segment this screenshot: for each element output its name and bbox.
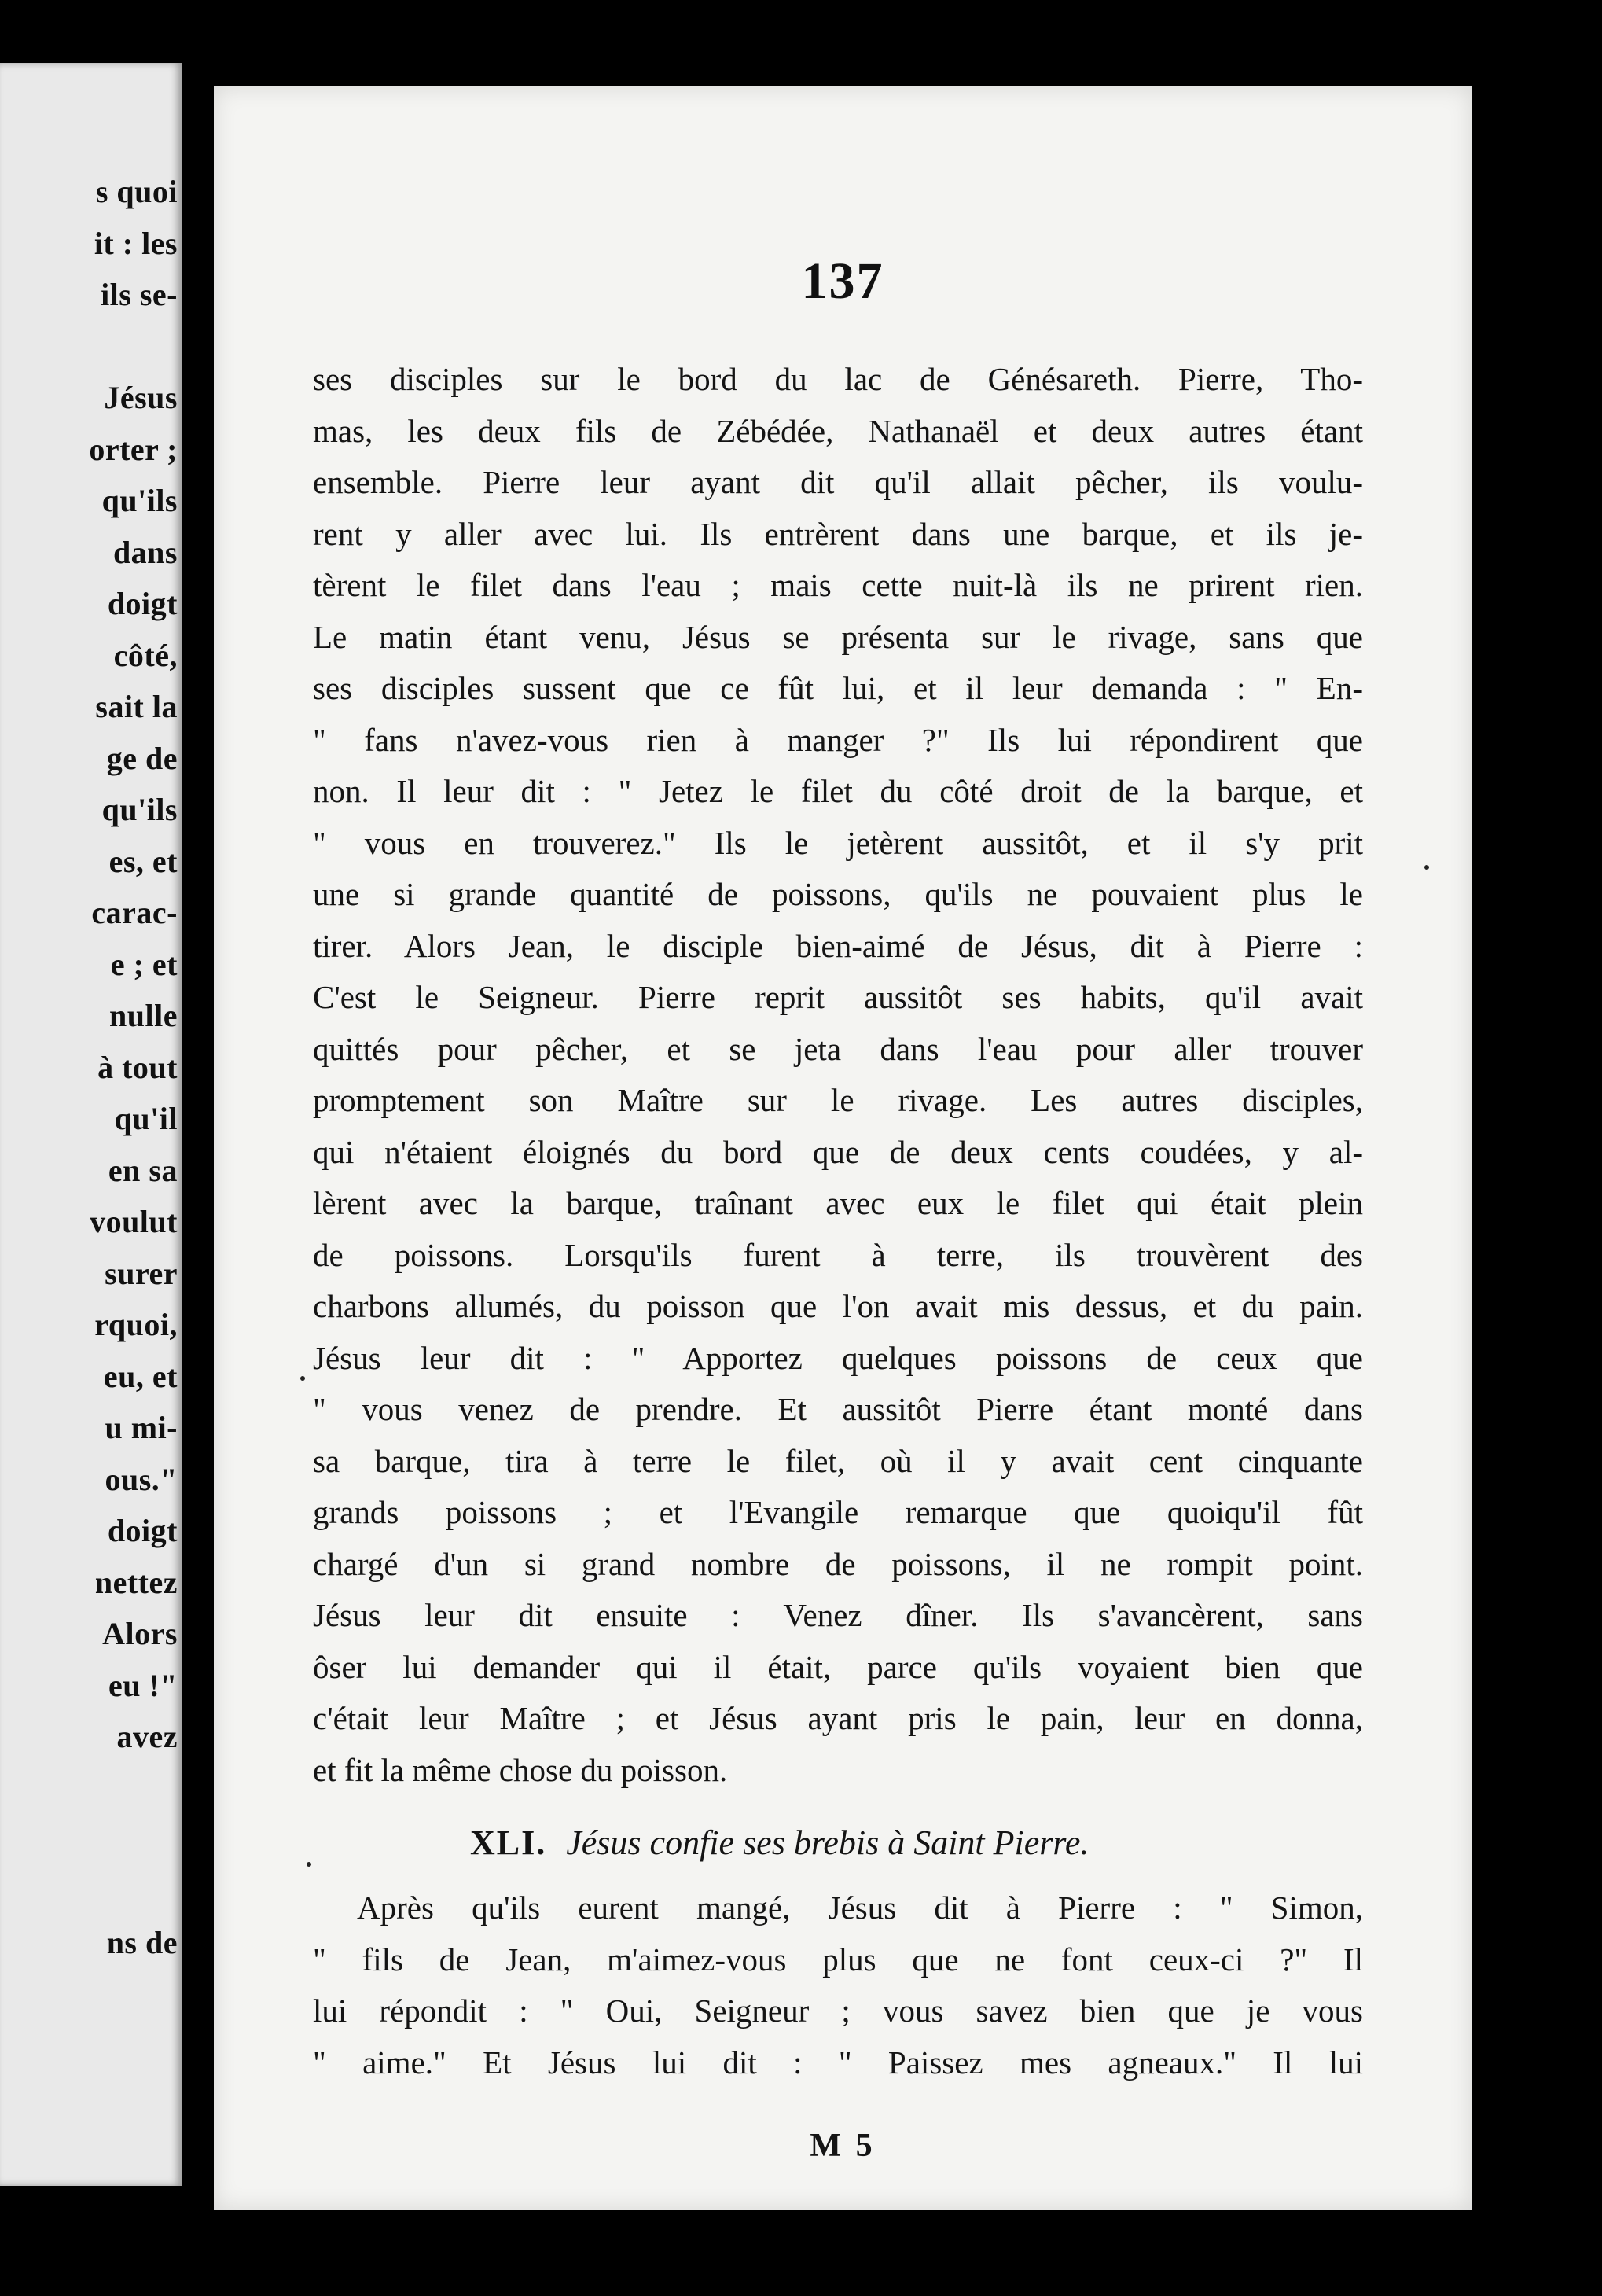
left-page-line: orter ; bbox=[89, 431, 178, 467]
text-line: tirer. Alors Jean, le disciple bien-aimé de Jésus, dit à Pierre : bbox=[313, 927, 1363, 964]
text-line: rent y aller avec lui. Ils entrèrent dans une barque, et ils je- bbox=[313, 515, 1363, 552]
scan-border bbox=[1472, 0, 1602, 2296]
left-page-line: qu'il bbox=[114, 1101, 178, 1136]
text-line: tèrent le filet dans l'eau ; mais cette nuit-là ils ne prirent rien. bbox=[313, 567, 1363, 603]
text-line: grands poissons ; et l'Evangile remarque que quoiqu'il fût bbox=[313, 1494, 1363, 1530]
text-line: " vous venez de prendre. Et aussitôt Pierre étant monté dans bbox=[313, 1391, 1363, 1427]
left-page-line: eu !" bbox=[108, 1667, 178, 1703]
left-page-line: qu'ils bbox=[101, 792, 178, 827]
text-line: Après qu'ils eurent mangé, Jésus dit à Pierre : " Simon, bbox=[357, 1889, 1363, 1926]
left-page-line: dans bbox=[112, 534, 178, 570]
left-page-line: es, et bbox=[108, 843, 178, 879]
left-page-line: eu, et bbox=[103, 1358, 178, 1394]
text-line: chargé d'un si grand nombre de poissons, il ne rompit point. bbox=[313, 1545, 1363, 1582]
left-page-line: côté, bbox=[113, 637, 178, 673]
text-line: ses disciples sussent que ce fût lui, et il leur demanda : " En- bbox=[313, 670, 1363, 706]
left-page-line: ns de bbox=[106, 1925, 178, 1960]
left-page-line: ous." bbox=[105, 1461, 178, 1497]
print-speck bbox=[300, 1376, 305, 1381]
text-line: une si grande quantité de poissons, qu'ils ne pouvaient plus le bbox=[313, 876, 1363, 912]
left-page-line: nettez bbox=[94, 1564, 178, 1600]
left-page-line: à tout bbox=[97, 1049, 178, 1085]
text-line: Jésus leur dit ensuite : Venez dîner. Ils s'avancèrent, sans bbox=[313, 1597, 1363, 1633]
text-line: et fit la même chose du poisson. bbox=[313, 1751, 728, 1788]
text-line: " fils de Jean, m'aimez-vous plus que ne font ceux-ci ?" Il bbox=[313, 1941, 1363, 1978]
body-text bbox=[313, 354, 1363, 2088]
section-title: Jésus confie ses brebis à Saint Pierre. bbox=[566, 1823, 1089, 1862]
left-page-line: s quoi bbox=[95, 174, 178, 209]
left-page-fragment bbox=[0, 63, 182, 2186]
text-line: qui n'étaient éloignés du bord que de deux cents coudées, y al- bbox=[313, 1133, 1363, 1170]
text-line: c'était leur Maître ; et Jésus ayant pris le pain, leur en donna, bbox=[313, 1700, 1363, 1736]
left-page-line: qu'ils bbox=[101, 483, 178, 518]
text-line: " fans n'avez-vous rien à manger ?" Ils lui répondirent que bbox=[313, 721, 1363, 758]
text-line: ses disciples sur le bord du lac de Génésareth. Pierre, Tho- bbox=[313, 361, 1363, 397]
left-page-line: u mi- bbox=[105, 1410, 178, 1445]
left-page-line: nulle bbox=[109, 998, 178, 1033]
left-page-line: surer bbox=[105, 1255, 178, 1291]
left-page-line: doigt bbox=[107, 586, 178, 621]
left-page-line: voulut bbox=[90, 1204, 178, 1239]
text-line: lèrent avec la barque, traînant avec eux le filet qui était plein bbox=[313, 1185, 1363, 1221]
book-gutter bbox=[182, 0, 214, 2296]
left-page-line: doigt bbox=[107, 1513, 178, 1548]
text-line: Jésus leur dit : " Apportez quelques poissons de ceux que bbox=[313, 1339, 1363, 1376]
signature-mark: M 5 bbox=[810, 2128, 876, 2164]
left-page-line: en sa bbox=[108, 1152, 178, 1188]
text-line: Le matin étant venu, Jésus se présenta sur le rivage, sans que bbox=[313, 618, 1363, 655]
section-number: XLI. bbox=[470, 1823, 547, 1862]
left-page-line: e ; et bbox=[110, 946, 178, 982]
left-page-line: it : les bbox=[94, 225, 178, 261]
text-line: sa barque, tira à terre le filet, où il y avait cent cinquante bbox=[313, 1442, 1363, 1479]
text-line: promptement son Maître sur le rivage. Les autres disciples, bbox=[313, 1082, 1363, 1118]
text-line: quittés pour pêcher, et se jeta dans l'eau pour aller trouver bbox=[313, 1030, 1363, 1067]
left-page-line: Alors bbox=[102, 1616, 178, 1651]
text-line: charbons allumés, du poisson que l'on avait mis dessus, et du pain. bbox=[313, 1288, 1363, 1324]
text-line: " aime." Et Jésus lui dit : " Paissez mes agneaux." Il lui bbox=[313, 2044, 1363, 2081]
text-line: lui répondit : " Oui, Seigneur ; vous savez bien que je vous bbox=[313, 1992, 1363, 2029]
left-page-line: Jésus bbox=[104, 380, 178, 415]
left-page-line: ils se- bbox=[101, 277, 178, 312]
text-line: mas, les deux fils de Zébédée, Nathanaël et deux autres étant bbox=[313, 412, 1363, 449]
paragraph-2 bbox=[313, 1882, 1363, 2088]
page-number: 137 bbox=[801, 252, 884, 310]
text-line: non. Il leur dit : " Jetez le filet du côté droit de la barque, et bbox=[313, 773, 1363, 809]
left-page-line: ge de bbox=[106, 740, 178, 776]
text-line: de poissons. Lorsqu'ils furent à terre, ils trouvèrent des bbox=[313, 1236, 1363, 1273]
print-speck bbox=[1424, 865, 1429, 870]
paragraph-1 bbox=[313, 354, 1363, 1796]
text-line: C'est le Seigneur. Pierre reprit aussitôt ses habits, qu'il avait bbox=[313, 979, 1363, 1015]
text-line: ensemble. Pierre leur ayant dit qu'il allait pêcher, ils voulu- bbox=[313, 464, 1363, 500]
left-page-line: sait la bbox=[95, 689, 178, 724]
section-heading bbox=[313, 1804, 1363, 1882]
left-page-line: avez bbox=[116, 1719, 178, 1754]
left-page-line: rquoi, bbox=[94, 1307, 178, 1342]
print-speck bbox=[307, 1862, 311, 1867]
text-line: " vous en trouverez." Ils le jetèrent aussitôt, et il s'y prit bbox=[313, 824, 1363, 861]
text-line: ôser lui demander qui il était, parce qu'ils voyaient bien que bbox=[313, 1648, 1363, 1685]
main-page bbox=[214, 86, 1472, 2210]
left-page-line: carac- bbox=[91, 895, 178, 930]
